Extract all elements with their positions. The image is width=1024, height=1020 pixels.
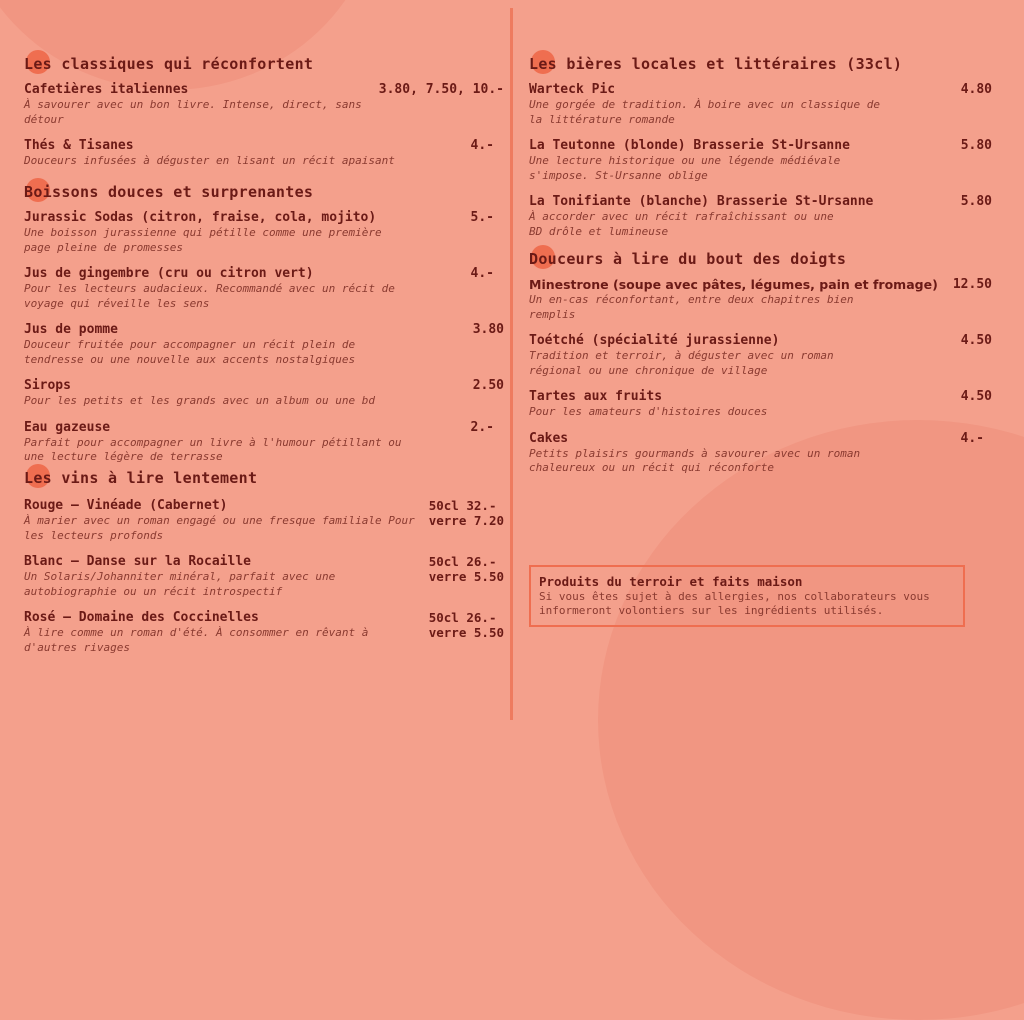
item-price: 4.80	[960, 82, 992, 97]
item-name: Blanc – Danse sur la Rocaille	[24, 554, 251, 569]
section-bieres	[529, 55, 992, 239]
menu-item	[24, 266, 504, 311]
section-douceurs	[529, 250, 992, 476]
item-name: La Tonifiante (blanche) Brasserie St-Ursanne	[529, 194, 874, 209]
item-description: Une boisson jurassienne qui pétille comme une première page pleine de promesses	[24, 226, 382, 254]
price-bottle: 50cl 26.-	[428, 610, 497, 625]
item-description: Un Solaris/Johanniter minéral, parfait avec une autobiographie ou un récit introspectif	[24, 570, 336, 598]
item-description: Un en-cas réconfortant, entre deux chapitres bien remplis	[529, 293, 854, 321]
item-description: Pour les lecteurs audacieux. Recommandé avec un récit de voyage qui réveille les sens	[24, 282, 395, 310]
item-description: Douceurs infusées à déguster en lisant un récit apaisant	[24, 154, 395, 167]
menu-item	[529, 138, 992, 183]
menu-item	[24, 82, 504, 127]
column-divider	[510, 8, 513, 720]
item-name: Eau gazeuse	[24, 419, 111, 435]
item-name: Sirops	[24, 378, 71, 393]
menu-item	[529, 431, 992, 476]
item-price: 4.-	[470, 266, 494, 281]
item-description: À accorder avec un récit rafraîchissant ou une BD drôle et lumineuse	[529, 210, 834, 238]
menu-item	[24, 138, 504, 169]
section-classiques	[24, 55, 504, 169]
item-price: 5.80	[960, 194, 992, 209]
item-price: 3.80, 7.50, 10.-	[378, 82, 504, 97]
price-glass: verre 5.50	[428, 625, 504, 640]
item-name: Jus de gingembre (cru ou citron vert)	[24, 266, 314, 281]
item-description: À marier avec un roman engagé ou une fresque familiale Pour les lecteurs profonds	[24, 514, 415, 542]
menu-item	[24, 498, 504, 543]
decorative-circle-bottom-right	[598, 420, 1024, 1020]
item-description: Tradition et terroir, à déguster avec un roman régional ou une chronique de village	[529, 349, 834, 377]
item-name: Cafetières italiennes	[24, 82, 189, 97]
note-title: Produits du terroir et faits maison	[539, 574, 803, 589]
menu-item	[24, 210, 504, 255]
price-glass: verre 7.20	[428, 513, 504, 528]
menu-item	[529, 82, 992, 127]
item-description: Pour les amateurs d'histoires douces	[529, 405, 768, 418]
section-title: Les bières locales et littéraires (33cl)	[529, 55, 992, 73]
item-price: 3.80	[472, 322, 504, 337]
item-price: 4.50	[960, 333, 992, 348]
section-title: Les vins à lire lentement	[24, 469, 504, 487]
menu-item	[24, 554, 504, 599]
item-description: À savourer avec un bon livre. Intense, direct, sans détour	[24, 98, 362, 126]
item-description: Parfait pour accompagner un livre à l'humour pétillant ou une lecture légère de terrasse	[24, 435, 402, 463]
note-text: Si vous êtes sujet à des allergies, nos collaborateurs vous informeront volontiers sur les ingrédients utilisés.	[539, 590, 930, 617]
item-name: Jurassic Sodas (citron, fraise, cola, mojito)	[24, 210, 377, 225]
price-bottle: 50cl 26.-	[428, 554, 497, 569]
item-name: Jus de pomme	[24, 322, 118, 337]
item-price: 4.-	[960, 430, 984, 446]
item-name: Rouge – Vinéade (Cabernet)	[24, 498, 228, 513]
item-description: Une gorgée de tradition. À boire avec un classique de la littérature romande	[529, 98, 880, 126]
item-description: Pour les petits et les grands avec un album ou une bd	[24, 394, 375, 407]
item-name: Thés & Tisanes	[24, 138, 134, 153]
menu-item	[529, 194, 992, 239]
item-name: Toétché (spécialité jurassienne)	[529, 333, 780, 348]
item-name: Minestrone (soupe avec pâtes, légumes, pain et fromage)	[529, 277, 938, 292]
item-price: 2.50	[472, 378, 504, 393]
item-price	[429, 554, 504, 584]
section-boissons	[24, 183, 504, 465]
price-glass: verre 5.50	[428, 569, 504, 584]
item-price: 2.-	[470, 419, 494, 435]
menu-item	[24, 610, 504, 655]
item-name: La Teutonne (blonde) Brasserie St-Ursanne	[529, 138, 850, 153]
item-description: Douceur fruitée pour accompagner un récit plein de tendresse ou une nouvelle aux accents nostalgiques	[24, 338, 356, 366]
menu-item	[529, 277, 992, 322]
menu-item	[24, 378, 504, 409]
item-price	[429, 498, 504, 528]
item-name: Rosé – Domaine des Coccinelles	[24, 610, 259, 625]
item-name: Warteck Pic	[529, 82, 616, 97]
item-price: 12.50	[952, 277, 992, 292]
section-title: Boissons douces et surprenantes	[24, 183, 504, 201]
item-price	[429, 610, 504, 640]
section-title: Douceurs à lire du bout des doigts	[529, 250, 992, 268]
item-price: 4.50	[960, 389, 992, 404]
item-description: À lire comme un roman d'été. À consommer en rêvant à d'autres rivages	[24, 626, 369, 654]
item-name: Cakes	[529, 430, 569, 446]
allergy-note-box	[529, 565, 965, 627]
menu-item	[24, 420, 504, 465]
section-vins	[24, 469, 504, 655]
menu-item	[24, 322, 504, 367]
menu-item	[529, 333, 992, 378]
section-title: Les classiques qui réconfortent	[24, 55, 504, 73]
item-description: Une lecture historique ou une légende médiévale s'impose. St-Ursanne oblige	[529, 154, 841, 182]
price-bottle: 50cl 32.-	[428, 498, 497, 513]
item-name: Tartes aux fruits	[529, 389, 663, 404]
item-price: 4.-	[470, 138, 494, 153]
item-description: Petits plaisirs gourmands à savourer avec un roman chaleureux ou un récit qui réconforte	[529, 446, 861, 474]
item-price: 5.-	[470, 210, 494, 225]
item-price: 5.80	[960, 138, 992, 153]
menu-item	[529, 389, 992, 420]
